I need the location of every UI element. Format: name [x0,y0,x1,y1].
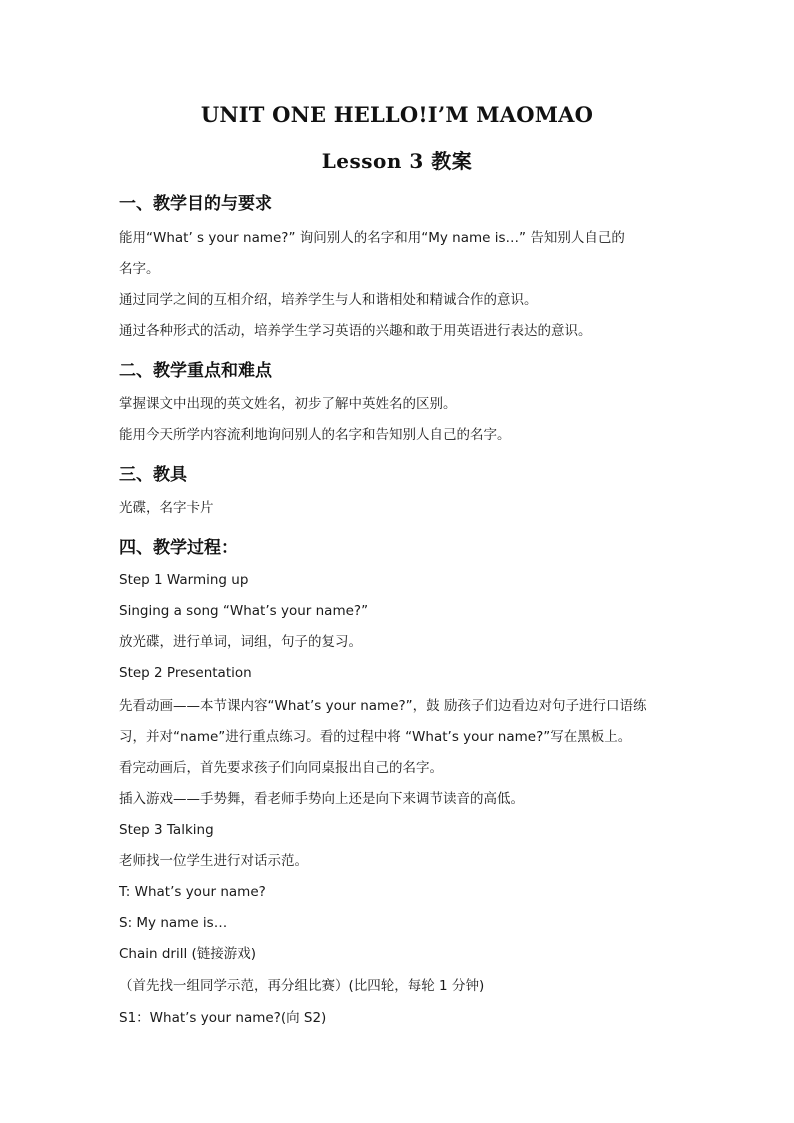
process-line: 放光碟，进行单词，词组，句子的复习。 [119,634,362,650]
process-line: S: My name is… [119,915,228,931]
process-line: Chain drill (链接游戏) [119,946,257,962]
materials-line: 光碟，名字卡片 [119,500,214,516]
objectives-line: 通过同学之间的互相介绍，培养学生与人和谐相处和精诚合作的意识。 [119,292,538,308]
process-line: T: What’s your name? [119,884,266,900]
objectives-line: 通过各种形式的活动，培养学生学习英语的兴趣和敢于用英语进行表达的意识。 [119,323,592,339]
section-heading-objectives: 一、教学目的与要求 [119,194,272,214]
process-line: 插入游戏——手势舞，看老师手势向上还是向下来调节读音的高低。 [119,791,524,807]
process-line: 老师找一位学生进行对话示范。 [119,853,308,869]
process-line: 习，并对“name”进行重点练习。看的过程中将 “What’s your name?”写在黑板上。 [119,729,632,745]
process-line: Singing a song “What’s your name?” [119,603,369,619]
document-title: UNIT ONE HELLO!I’M MAOMAO [200,102,594,127]
objectives-line: 能用“What’ s your name?” 询问别人的名字和用“My name is…” 告知别人自己的 [119,230,625,246]
process-line: 先看动画——本节课内容“What’s your name?”，鼓 励孩子们边看边对句子进行口语练 [119,698,647,714]
process-line: （首先找一组同学示范，再分组比赛）(比四轮，每轮 1 分钟) [119,978,485,994]
section-heading-process: 四、教学过程： [119,538,238,558]
section-heading-materials: 三、教具 [119,465,187,485]
document-subtitle: Lesson 3 教案 [321,149,473,173]
key-points-line: 能用今天所学内容流利地询问别人的名字和告知别人自己的名字。 [119,427,511,443]
objectives-line: 名字。 [119,261,160,277]
process-line: Step 3 Talking [119,822,214,838]
process-line: Step 2 Presentation [119,665,252,681]
process-line: S1：What’s your name?(向 S2) [119,1010,327,1026]
process-line: Step 1 Warming up [119,572,249,588]
key-points-line: 掌握课文中出现的英文姓名，初步了解中英姓名的区别。 [119,396,457,412]
process-line: 看完动画后，首先要求孩子们向同桌报出自己的名字。 [119,760,443,776]
section-heading-key-points: 二、教学重点和难点 [119,361,272,381]
